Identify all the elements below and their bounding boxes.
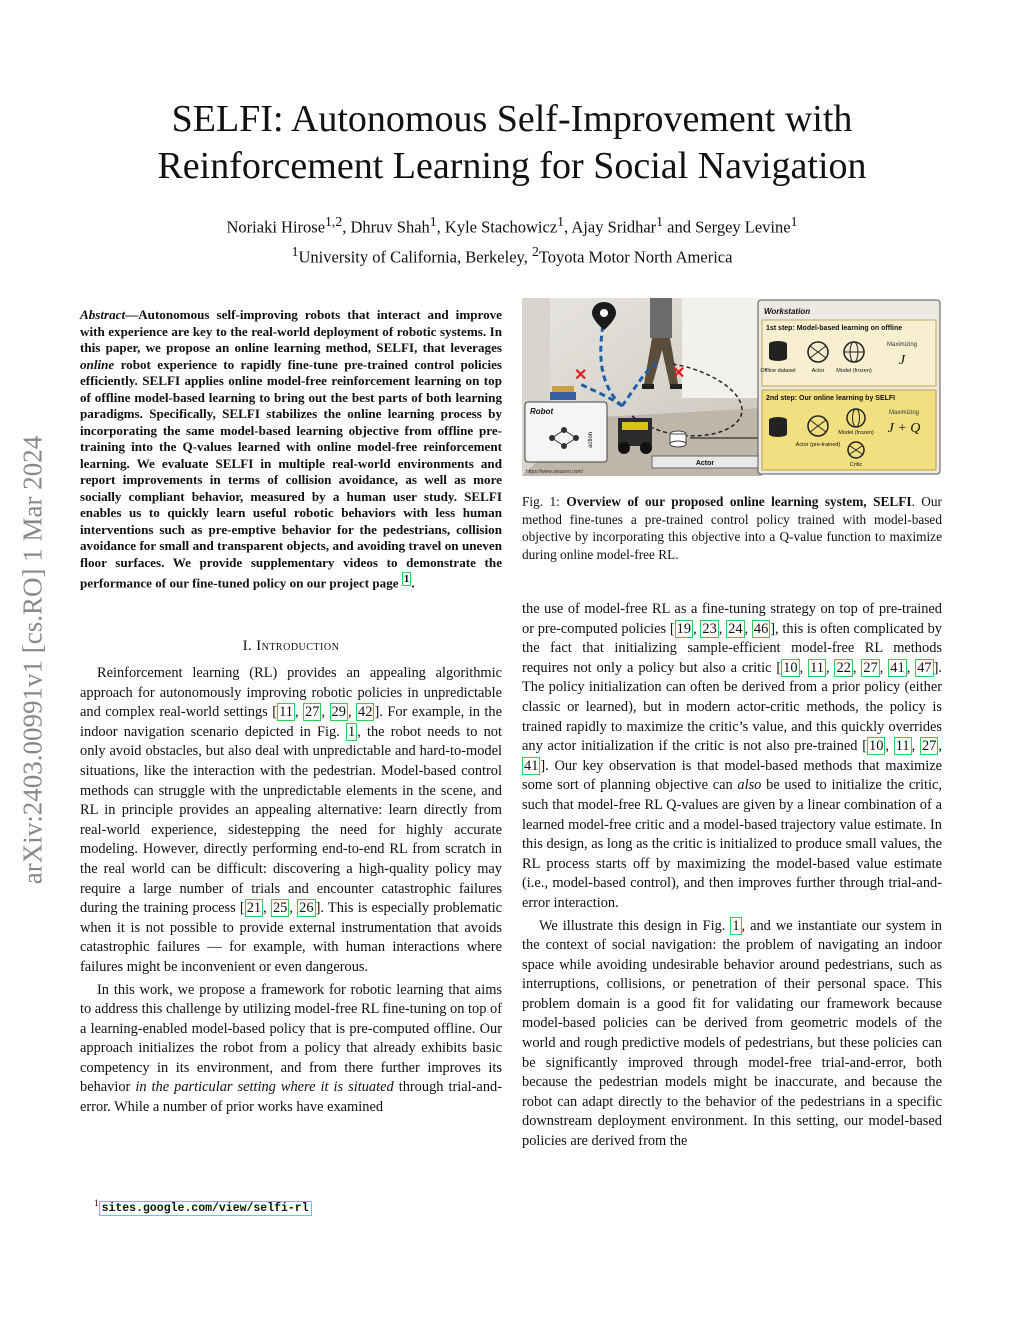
right-paragraph-1: the use of model-free RL as a fine-tuning strategy on top of pre-trained or pre-computed policies [ 19 , 23 , 24 , 46 ], this is often complicated by the fact that initializing sample-efficient model-free RL methods requires not only a policy but also a critic [ 10 , 11 , 22 , 27 , 41 , 47 ]. The policy initialization can often be derived from a prior policy (either classic or learned), but in modern actor-critic methods, the policy is trained rapidly to maximize the critic’s value, and this quickly overrides any actor initialization if the critic is not also pre-trained [ 10 , 11 , 27 , 41 ]. Our key observation is that model-based methods that maximize some sort of planning objective can also be used to initialize the critic, such that model-free RL Q-values are given by a linear combination of a learned model-free critic and a model-based trajectory value estimate. In this design, as long as the critic is initialized to produce small values, the RL process starts off by maximizing the model-based value estimate (i.e., model-based control), and then improves further through trial-and-error interaction. <box>522 601 943 911</box>
citation-link[interactable]: 42 <box>358 704 373 721</box>
author-affiliation-mark: 1 <box>429 214 437 229</box>
maximizing-label: Maximizing <box>886 342 918 348</box>
citation-link[interactable]: 23 <box>702 620 717 637</box>
citation-link[interactable]: 10 <box>783 659 798 676</box>
abstract-end: . <box>411 575 415 591</box>
author-affiliation-mark: 1 <box>557 214 565 229</box>
author-separator: and <box>663 217 696 237</box>
author-name: Noriaki Hirose <box>226 217 326 237</box>
citation-link[interactable]: 25 <box>272 900 288 917</box>
model-frozen-label-2: Model (frozen) <box>838 430 874 436</box>
arxiv-identifier: arXiv:2403.00991v1 [cs.RO] 1 Mar 2024 <box>17 435 48 885</box>
replay-dataset-icon <box>769 417 787 437</box>
arxiv-sidebar <box>16 355 50 965</box>
offline-dataset-label: Offline dataset <box>760 368 796 374</box>
abstract-dash: — <box>125 307 139 322</box>
author-separator: , <box>564 217 572 237</box>
abstract-emphasis: online <box>80 356 115 372</box>
citation-link[interactable]: 21 <box>246 900 262 917</box>
author-name: Kyle Stachowicz <box>444 217 558 237</box>
citation-link[interactable]: 27 <box>922 738 937 755</box>
right-column-body <box>522 600 942 1152</box>
offline-dataset-icon <box>769 341 787 361</box>
figure-link[interactable]: 1 <box>732 917 740 934</box>
paragraph-text: ]. For example, in the indoor navigation scenario depicted in Fig. <box>80 704 502 740</box>
author-separator: , <box>436 217 445 237</box>
section-heading <box>80 637 502 657</box>
blocked-x-icon: ✕ <box>574 367 588 384</box>
paragraph-text: ]. This is especially problematic when it is not possible to provide external instrumentation that avoids catastrophic failures — for example, with human interactions where failures might be inconvenient or even dangerous. <box>80 900 503 975</box>
citation-link[interactable]: 41 <box>524 757 539 774</box>
model-frozen-label: Model (frozen) <box>836 368 872 374</box>
paragraph-text: be used to initialize the critic, such that model-free RL Q-values are given by a linear combination of a learned model-free critic and a model-based trajectory value estimate. In this design, as long as the critic is initialized to produce small values, the RL process starts off by maximizing the model-based value estimate (i.e., model-based control), and then improves further through trial-and-error interaction. <box>522 777 942 911</box>
citation-link[interactable]: 47 <box>917 659 932 676</box>
footnote <box>94 1198 312 1215</box>
actor-bar-label: Actor <box>695 460 715 467</box>
intro-paragraph-2 <box>80 981 502 1118</box>
abstract-text: robot experience to rapidly fine-tune pre-trained control policies efficiently. SELFI applies online model-free reinforcement learning on top of offline model-based learning to bring out the best parts of both learning paradigms. Specifically, SELFI stabilizes the online learning process by incorporating the same model-based learning objective from offline pre-training into the Q-values learned with online model-free reinforcement learning. We evaluate SELFI in multiple real-world environments and report improvements in terms of collision avoidance, as well as more socially compliant behavior, measured by a human user study. SELFI enables us to quickly learn useful robotic behaviors with less human interventions such as pre-emptive behavior for the pedestrians, collision avoidance for small and transparent objects, and avoiding travel on uneven floor surfaces. We provide supplementary videos to demonstrate the performance of our fine-tuned policy on our project page <box>80 356 502 591</box>
citation-link[interactable]: 11 <box>810 659 824 676</box>
step-2-label: 2nd step: Our online learning by SELFI <box>766 395 896 402</box>
actor-label: Actor <box>811 368 825 374</box>
citation-link[interactable]: 29 <box>331 704 346 721</box>
books-obstacle <box>550 392 576 400</box>
citation-link[interactable]: 11 <box>895 738 910 755</box>
workstation-label: Workstation <box>764 307 811 316</box>
caption-text: . Our method fine-tunes a pre-trained control policy trained with model-based objective by incorporating this objective into a Q-value function to maximize during online model-free RL. <box>522 494 942 562</box>
paragraph-text: , the robot needs to not only avoid obstacles, but also deal with unpredictable and hard-to-model situations, like the interaction with the pedestrian. Model-based control methods can struggle with the unpredictable elements in the scene, and RL in principle provides an appealing alternative: learn directly from real-world experience, sidestepping the need for highly accurate modeling. However, directly performing end-to-end RL from scratch in the real world can be difficult: discovering a high-quality policy may require a large number of trials and encounter catastrophic failures during the training process [ <box>80 723 502 917</box>
right-paragraph-2 <box>522 917 942 1152</box>
paragraph-text: through trial-and-error. While a number of prior works have examined <box>80 1079 502 1116</box>
affiliation-mark: 1 <box>291 243 299 259</box>
blocked-x-icon: ✕ <box>672 365 686 382</box>
paragraph-text: ]. The policy initialization can often be derived from a prior policy (either classic or learned), but in modern actor-critic methods, the policy is trained rapidly to maximize the critic’s value, and this quickly overrides any actor initialization if the critic is not also pre-trained [ <box>522 659 942 755</box>
figure-link[interactable]: 1 <box>348 723 356 740</box>
figure-1 <box>522 298 942 476</box>
paragraph-text: ]. Our key observation is that model-based methods that maximize some sort of planning objective can <box>522 757 942 794</box>
actor-pretrained-label: Actor (pre-trained) <box>795 442 841 448</box>
author-affiliation-mark: 1 <box>790 214 798 229</box>
objective-j: J <box>898 353 906 368</box>
abstract-text: Autonomous self-improving robots that interact and improve with experience are key to the real-world deployment of robotic systems. In this paper, we propose an online learning method, SELFI, that leverages <box>80 307 502 355</box>
objective-j-plus-q: J + Q <box>887 421 921 436</box>
affiliation-2: Toyota Motor North America <box>538 247 733 266</box>
paragraph-text: Reinforcement learning (RL) provides an appealing algorithmic approach for autonomously improving robotic policies in unpredictable and complex real-world settings [ <box>80 665 502 721</box>
author-separator: , <box>342 217 351 237</box>
paragraph-emphasis: in the particular setting where it is situated <box>135 1079 394 1096</box>
footnote-link[interactable]: 1 <box>403 573 410 585</box>
affiliations <box>100 240 924 270</box>
citation-link[interactable]: 10 <box>869 738 884 755</box>
replay-database-icon <box>670 431 686 447</box>
title-line-2: Reinforcement Learning for Social Navigation <box>157 145 867 187</box>
abstract <box>80 307 502 592</box>
robot-label: Robot <box>530 407 554 416</box>
citation-link[interactable]: 41 <box>890 659 905 676</box>
citation-link[interactable]: 46 <box>753 620 769 637</box>
paper-title <box>100 96 924 190</box>
author-list <box>100 210 924 240</box>
citation-link[interactable]: 19 <box>676 620 692 637</box>
maximizing-label-2: Maximizing <box>888 410 920 416</box>
citation-link[interactable]: 27 <box>305 704 320 721</box>
step-1-label: 1st step: Model-based learning on offline <box>766 325 903 332</box>
citation-link[interactable]: 27 <box>863 659 878 676</box>
paragraph-text: , and we instantiate our system in the context of social navigation: the problem of navigating an indoor space while avoiding undesirable behavior around pedestrians, such as interruptions, collisions, or penetration of their personal space. This problem domain is a good fit for validating our framework because model-based policies can be derived from geometric models of the world and rough predictive models of pedestrians, but these policies can be significantly improved through model-free trial-and-error, both because the pedestrian models might be inaccurate, and because the robot can adapt directly to the behavior of the pedestrians in a specific downstream deployment environment. In this setting, our model-based policies are derived from the <box>522 917 942 1150</box>
intro-body <box>80 664 502 1118</box>
citation-link[interactable]: 24 <box>728 620 743 637</box>
author-name: Dhruv Shah <box>350 217 430 237</box>
abstract-label: Abstract <box>80 307 126 322</box>
footnote-mark: 1 <box>94 1198 99 1208</box>
paragraph-text: In this work, we propose a framework for robotic learning that aims to address this challenge by utilizing model-free RL fine-tuning on top of a learning-enabled model-based policy that is pre-computed offline. Our approach initializes the robot from a policy that already exhibits basic competency in its environment, and from there further improves its behavior <box>80 981 502 1096</box>
caption-label: Fig. 1: <box>522 494 567 509</box>
author-affiliation-mark: 1,2 <box>325 214 343 229</box>
affiliation-1: University of California, Berkeley, <box>298 247 532 266</box>
action-label: action <box>588 431 594 448</box>
paragraph-text: ], this is often complicated by the fact that initializing sample-efficient model-free RL methods requires not only a policy but also a critic [ <box>522 620 943 676</box>
books-obstacle <box>552 386 574 392</box>
paragraph-text: the use of model-free RL as a fine-tuning strategy on top of pre-trained or pre-computed policies [ <box>522 601 942 637</box>
image-credit: https://www.amazon.com/ <box>526 469 583 475</box>
citation-link[interactable]: 26 <box>299 900 314 917</box>
critic-label: Critic <box>849 462 863 468</box>
affiliation-mark: 2 <box>531 243 539 259</box>
intro-paragraph-1: Reinforcement learning (RL) provides an appealing algorithmic approach for autonomously improving robotic policies in unpredictable and complex real-world settings [ 11 , 27 , 29 , 42 ]. For example, in the indoor navigation scenario depicted in Fig. 1 , the robot needs to not only avoid obstacles, but also deal with unpredictable and hard-to-model situations, like the interaction with the pedestrian. Model-based control methods can struggle with the unpredictable elements in the scene, and RL in principle provides an appealing alternative: learn directly from real-world experience, sidestepping the need for highly accurate modeling. However, directly performing end-to-end RL from scratch in the real world can be difficult: discovering a high-quality policy may require a large number of trials and encounter catastrophic failures during the training process [ 21 , 25 , 26 ]. This is especially problematic when it is not possible to provide external instrumentation that avoids catastrophic failures — for example, with human interactions where failures might be inconvenient or even dangerous. <box>80 665 503 975</box>
caption-bold: Overview of our proposed online learning system, SELFI <box>566 494 912 509</box>
citation-link[interactable]: 22 <box>836 659 851 676</box>
section-title: I. Introduction <box>242 638 340 654</box>
figure-caption <box>522 493 942 563</box>
title-line-1: SELFI: Autonomous Self-Improvement with <box>171 98 853 140</box>
author-name: Ajay Sridhar <box>571 217 657 237</box>
paragraph-emphasis: also <box>737 777 762 794</box>
citation-link[interactable]: 11 <box>279 704 293 721</box>
author-name: Sergey Levine <box>695 217 791 237</box>
author-block <box>100 210 924 269</box>
window-light <box>682 298 762 398</box>
paragraph-text: We illustrate this design in Fig. <box>539 917 731 934</box>
author-affiliation-mark: 1 <box>656 214 664 229</box>
project-url-link[interactable]: sites.google.com/view/selfi-rl <box>99 1201 312 1216</box>
